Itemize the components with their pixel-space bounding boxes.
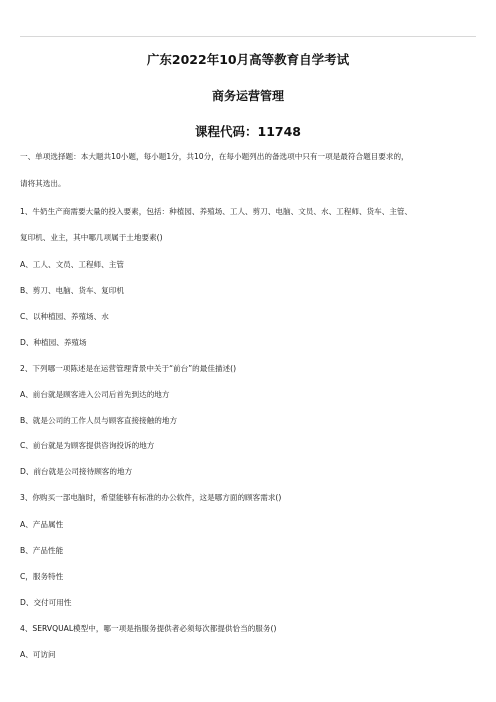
question-1-option-d: D、种植园、养殖场 [20,338,87,347]
question-2-option-d: D、前台就是公司接待顾客的地方 [20,467,133,476]
header-divider [20,36,476,37]
subject-title: 商务运营管理 [211,89,284,103]
exam-title: 广东2022年10月高等教育自学考试 [146,52,350,67]
question-1-stem-line2: 复印机、业主，其中哪几项属于土地要素() [20,233,163,242]
question-1-option-b: B、剪刀、电脑、货车、复印机 [20,286,124,295]
section-instructions-line1: 一、单项选择题：本大题共10小题，每小题1分，共10分，在每小题列出的备选项中只有一项是最符合题目要求的， [20,152,409,161]
question-2-option-b: B、就是公司的工作人员与顾客直接接触的地方 [20,416,178,425]
question-1-stem-line1: 1、牛奶生产商需要大量的投入要素，包括：种植园、养殖场、工人、剪刀、电脑、文员、水、工程师、货车、主管、 [20,207,413,216]
question-4-stem: 4、SERVQUAL模型中，哪一项是指服务提供者必须每次都提供恰当的服务() [20,624,277,633]
course-code: 课程代码：11748 [195,124,301,139]
question-2-stem: 2、下列哪一项陈述是在运营管理背景中关于“前台”的最佳描述() [20,364,237,373]
question-2-option-a: A、前台就是顾客进入公司后首先到达的地方 [20,390,170,399]
question-3-option-a: A、产品属性 [20,520,64,529]
question-3-option-b: B、产品性能 [20,546,64,555]
question-3-stem: 3、你购买一部电脑时，希望能够有标准的办公软件，这是哪方面的顾客需求() [20,493,282,502]
section-instructions-line2: 请将其选出。 [20,179,66,188]
question-3-option-c: C，服务特性 [20,572,64,581]
question-3-option-d: D、交付可用性 [20,598,72,607]
question-1-option-c: C、以种植园、养殖场、水 [20,312,109,321]
question-1-option-a: A、工人、文员、工程师、主管 [20,260,124,269]
question-4-option-a: A、可访问 [20,650,56,659]
question-2-option-c: C、前台就是为顾客提供咨询投诉的地方 [20,441,155,450]
